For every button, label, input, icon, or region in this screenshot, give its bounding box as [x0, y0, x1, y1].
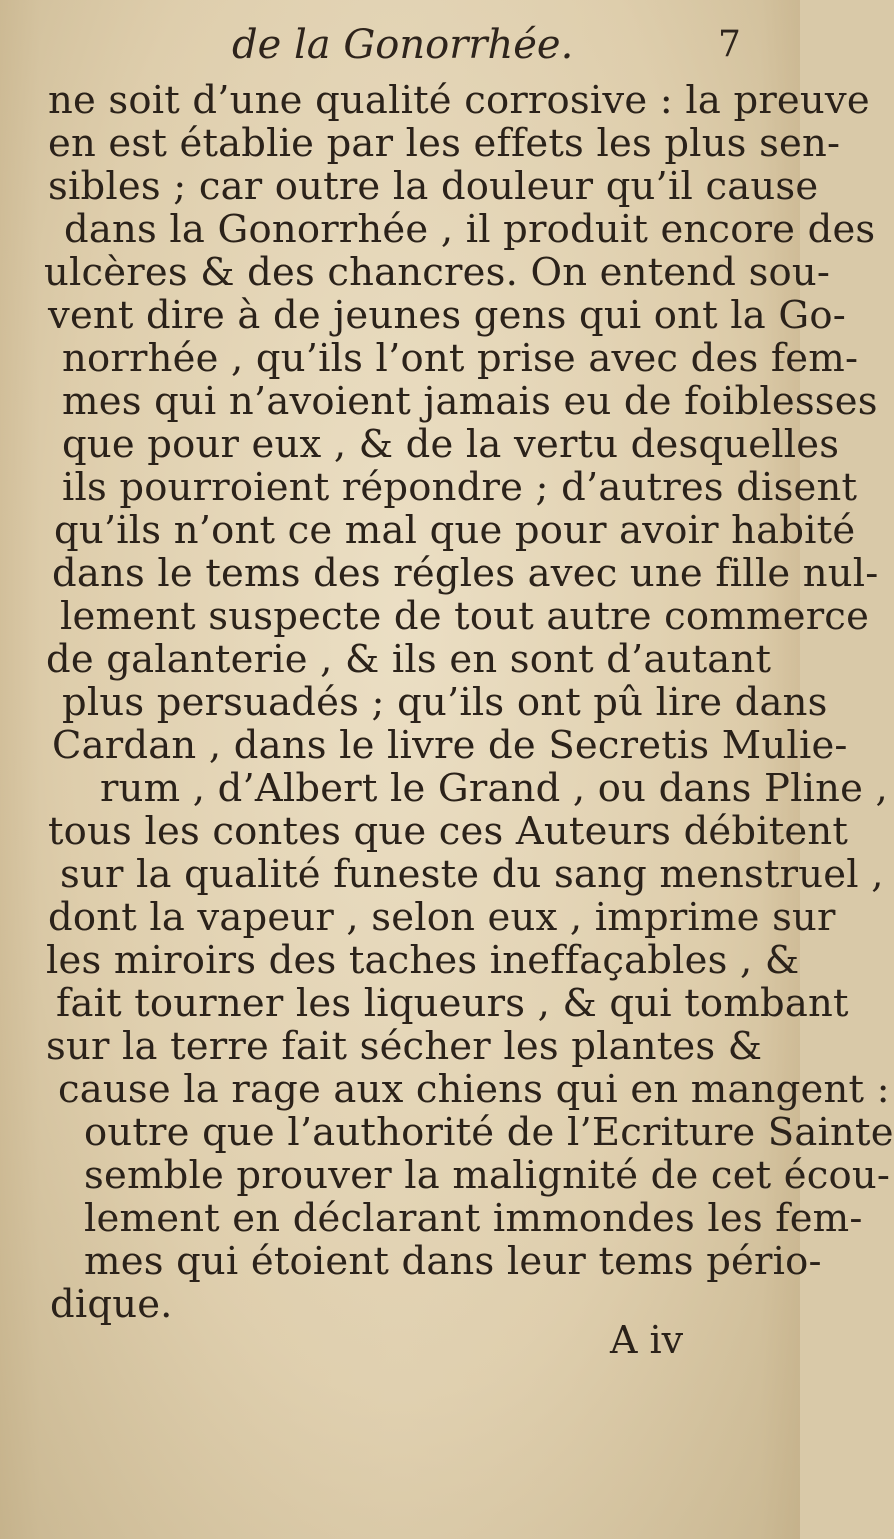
page-header: [0, 22, 800, 82]
text-line: qu’ils n’ont ce mal que pour avoir habité: [54, 508, 856, 553]
signature-mark: A iv: [610, 1318, 684, 1362]
text-line: de galanterie , & ils en sont d’autant: [46, 637, 772, 682]
text-line: dique.: [50, 1282, 173, 1327]
text-line: sur la qualité funeste du sang menstruel ,: [60, 852, 884, 897]
text-line: ne soit d’une qualité corrosive : la preuve: [48, 78, 870, 123]
text-line: sur la terre fait sécher les plantes &: [46, 1024, 763, 1069]
text-line: lement suspecte de tout autre commerce: [60, 594, 870, 639]
text-line: ils pourroient répondre ; d’autres disent: [62, 465, 858, 510]
text-line: rum , d’Albert le Grand , ou dans Pline ,: [100, 766, 888, 811]
running-title: de la Gonorrhée.: [232, 22, 574, 68]
page-number: 7: [718, 24, 741, 65]
text-line: norrhée , qu’ils l’ont prise avec des fem-: [62, 336, 859, 381]
text-line: plus persuadés ; qu’ils ont pû lire dans: [62, 680, 828, 725]
text-line: sibles ; car outre la douleur qu’il cause: [48, 164, 819, 209]
text-line: semble prouver la malignité de cet écou-: [84, 1153, 891, 1198]
text-line: mes qui étoient dans leur tems pério-: [84, 1239, 822, 1284]
text-line: outre que l’authorité de l’Ecriture Sainte: [84, 1110, 894, 1155]
text-line: tous les contes que ces Auteurs débitent: [48, 809, 849, 854]
text-line: dont la vapeur , selon eux , imprime sur: [48, 895, 836, 940]
text-line: vent dire à de jeunes gens qui ont la Go-: [48, 293, 846, 338]
text-line: dans le tems des régles avec une fille nul-: [52, 551, 879, 596]
text-line: ulcères & des chancres. On entend sou-: [44, 250, 831, 295]
text-line: mes qui n’avoient jamais eu de foiblesses: [62, 379, 878, 424]
text-line: Cardan , dans le livre de Secretis Mulie-: [52, 723, 848, 768]
text-line: cause la rage aux chiens qui en mangent :: [58, 1067, 890, 1112]
text-line: les miroirs des taches ineffaçables , &: [46, 938, 800, 983]
text-line: lement en déclarant immondes les fem-: [84, 1196, 863, 1241]
text-line: fait tourner les liqueurs , & qui tombant: [56, 981, 849, 1026]
text-line: en est établie par les effets les plus sen-: [48, 121, 841, 166]
text-line: dans la Gonorrhée , il produit encore des: [64, 207, 876, 252]
text-line: que pour eux , & de la vertu desquelles: [62, 422, 840, 467]
